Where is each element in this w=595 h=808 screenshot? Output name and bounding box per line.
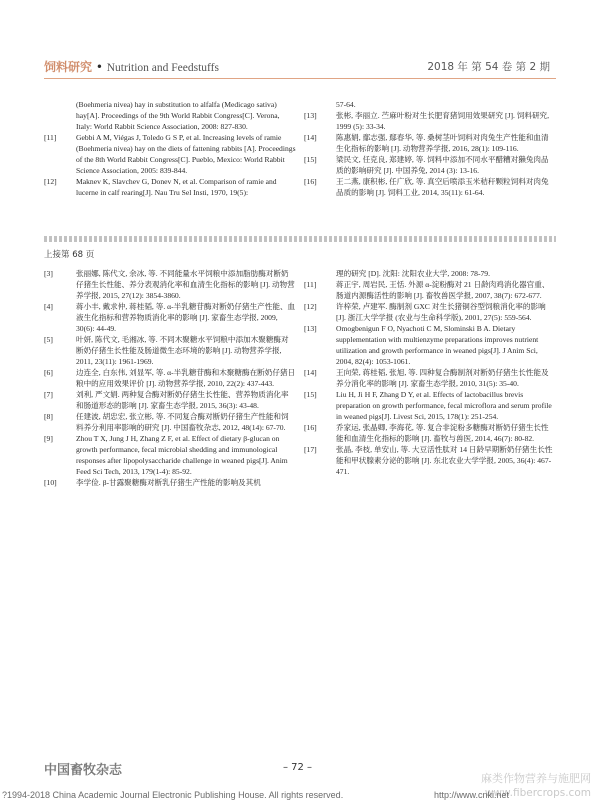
reference-item [44,367,296,389]
reference-item [304,301,556,323]
reference-number: [13] [304,111,317,120]
reference-number: [16] [304,423,317,432]
reference-text: 陈惠娟, 鄢志强, 鄢春华, 等. 桑树茎叶饲料对肉兔生产性能和血清生化指标的影响 [J]. 动物营养学报, 2016, 28(1): 109-116. [336,133,549,153]
journal-name-zh: 饲料研究 [44,60,93,74]
reference-text: 张丽娜, 陈代文, 余冰, 等. 不同能量水平饲粮中添加脂肪酶对断奶仔猪生长性能、养分表观消化率和血清生化指标的影响 [J]. 动物营养学报, 2015, 27(12): 3854-3860. [76,269,295,300]
header-rule [44,78,556,79]
reference-item [304,268,556,279]
continued-from-label: 上接第 68 页 [44,250,95,260]
reference-item [44,176,296,198]
reference-item [44,477,296,488]
reference-text: 理的研究 [D]. 沈阳: 沈阳农业大学, 2008: 78-79. [336,269,490,278]
reference-item [44,389,296,411]
top-right-references [304,99,556,198]
reference-text: 张彬, 李丽立. 苎麻叶粉对生长肥育猪饲用效果研究 [J]. 饲料研究, 1999 (5): 33-34. [336,111,550,131]
reference-text: 张晶, 李枝, 单安山, 等. 大豆活性肽对 14 日龄早期断奶仔猪生长性能和甲状腺素分泌的影响 [J]. 东北农业大学学报, 2005, 36(4): 467-471. [336,445,553,476]
page-number: – 72 – [282,762,313,773]
reference-text: Omogbenigun F O, Nyachoti C M, Slominski B A. Dietary supplementation with multienzyme preparations improves nutrient utilization and growth performance in weaned pigs[J]. J Anim Sci, 2004, 82(4): 1053-1061. [336,324,539,366]
reference-number: [16] [304,177,317,186]
reference-text: 蒋正宇, 周岩民, 王恬. 外源 α-淀粉酶对 21 日龄肉鸡消化器官重、肠道内源酶活性的影响 [J]. 畜牧兽医学报, 2007, 38(7): 672-677. [336,280,550,300]
reference-text: 梁民文, 任克良, 郑建婷, 等. 饲料中添加不同水平醋糟对獭兔肉品质的影响研究 [J]. 中国养兔, 2014 (3): 13-16. [336,155,549,175]
reference-number: [8] [44,412,53,421]
reference-number: [13] [304,324,317,333]
bottom-left-references [44,268,296,488]
reference-item [304,132,556,154]
footer-journal-name: 中国畜牧杂志 [44,763,123,778]
reference-number: [11] [304,280,317,289]
reference-text: (Boehmeria nivea) hay in substitution to alfalfa (Medicago sativa) hay[A]. Proceedings of the 9th World Rabbit Congress[C]. Verona, Italy: World Rabbit Science Association, 2008: 827-830. [76,100,280,131]
reference-text: 乔家运, 张晶卿, 李海花, 等. 复合非淀粉多糖酶对断奶仔猪生长性能和血清生化指标的影响 [J]. 畜牧与兽医, 2014, 46(7): 80-82. [336,423,549,443]
issue-info: 2018 年 第 54 卷 第 2 期 [427,61,550,73]
reference-item [304,422,556,444]
reference-number: [11] [44,133,57,142]
page-footer [0,745,595,808]
reference-text: Liu H, Ji H F, Zhang D Y, et al. Effects of lactobacillus brevis preparation on growth performance, fecal microflora and serum profile in weaned pigs[J]. Livest Sci, 2015, 178(1): 251-254. [336,390,552,421]
reference-text: Maknev K, Slavchev G, Donev N, et al. Comparison of ramie and lucerne in calf rearing[J]. Nau Tru Sel Insti, 1970, 19(5): [76,177,277,197]
cnki-link[interactable]: http://www.cnki.net [434,790,510,800]
reference-number: [15] [304,390,317,399]
reference-item [44,99,296,132]
reference-item [304,176,556,198]
reference-item [304,110,556,132]
reference-number: [12] [44,177,57,186]
reference-item [304,389,556,422]
journal-brand [44,58,219,75]
reference-item [304,279,556,301]
reference-item [304,99,556,110]
reference-item [304,154,556,176]
reference-text: 蒋小丰, 戴求仲, 蒋桂韬, 等. α-半乳糖苷酶对断奶仔猪生产性能、血液生化指标和营养物质消化率的影响 [J]. 家畜生态学报, 2009, 30(6): 44-49. [76,302,296,333]
reference-number: [14] [304,133,317,142]
copyright-notice: ?1994-2018 China Academic Journal Electronic Publishing House. All rights reserved. [2,790,344,800]
reference-text: 刘利, 严文娟. 两种复合酶对断奶仔猪生长性能、营养物质消化率和肠道形态的影响 [J]. 家畜生态学报, 2015, 36(3): 43-48. [76,390,289,410]
reference-number: [7] [44,390,53,399]
brand-separator: • [92,60,107,74]
reference-item [44,334,296,367]
watermark-url: www.fibercrops.com [484,787,591,799]
bottom-right-references [304,268,556,477]
reference-number: [6] [44,368,53,377]
reference-text: 王二燕, 康积彬, 任广欣, 等. 真空后喷添玉米秸秆颗粒饲料对肉兔品质的影响 [J]. 饲料工业, 2014, 35(11): 61-64. [336,177,549,197]
top-left-references [44,99,296,198]
reference-number: [12] [304,302,317,311]
reference-text: 57-64. [336,100,356,109]
section-divider [44,236,556,242]
reference-item [304,323,556,367]
reference-number: [9] [44,434,53,443]
reference-text: Zhou T X, Jung J H, Zhang Z F, et al. Effect of dietary β-glucan on growth performance, fecal microbial shedding and immunological responses after lipopolysaccharide challenge in weaned pigs[J]. Anim Feed Sci Tech, 2013, 179(1-4): 85-92. [76,434,288,476]
reference-item [44,411,296,433]
reference-text: 边连全, 白东伟, 刘显军, 等. α-半乳糖苷酶和木聚糖酶在断奶仔猪日粮中的应用效果评价 [J]. 动物营养学报, 2010, 22(2): 437-443. [76,368,296,388]
reference-text: 叶妍, 陈代文, 毛湘冰, 等. 不同木聚糖水平饲粮中添加木聚糖酶对断奶仔猪生长性能及肠道微生态环境的影响 [J]. 动物营养学报, 2011, 23(11): 1961-1969. [76,335,289,366]
reference-number: [10] [44,478,57,487]
reference-text: 任建波, 胡忠宏, 张立彬, 等. 不同复合酶对断奶仔猪生产性能和饲料养分利用率影响的研究 [J]. 中国畜牧杂志, 2012, 48(14): 67-70. [76,412,289,432]
reference-number: [4] [44,302,53,311]
reference-number: [14] [304,368,317,377]
reference-text: 李学俭. β-甘露聚糖酶对断乳仔猪生产性能的影响及其机 [76,478,261,487]
reference-item [304,367,556,389]
reference-item [304,444,556,477]
reference-item [44,132,296,176]
reference-text: Gebbi A M, Viégas J, Toledo G S P, et al. Increasing levels of ramie (Boehmeria nivea) hay on the diets of fattening rabbits [A]. Proceedings of the 8th World Rabbit Congress[C]. Pueblo, Mexico: World Rabbit Science Association, 2005: 839-844. [76,133,296,175]
reference-number: [3] [44,269,53,278]
reference-number: [15] [304,155,317,164]
page-header [0,0,595,78]
reference-text: 许梓荣, 卢建军. 酶制剂 GXC 对生长猪铜谷型饲粮消化率的影响 [J]. 浙江大学学报 (农业与生命科学版), 2001, 27(5): 559-564. [336,302,546,322]
watermark-text: 麻类作物营养与施肥网 [481,772,591,785]
reference-number: [5] [44,335,53,344]
reference-number: [17] [304,445,317,454]
reference-item [44,433,296,477]
reference-text: 王向荣, 蒋桂韬, 张旭, 等. 四种复合酶制剂对断奶仔猪生长性能及养分消化率的影响 [J]. 家畜生态学报, 2010, 31(5): 35-40. [336,368,549,388]
reference-item [44,268,296,301]
reference-item [44,301,296,334]
journal-name-en: Nutrition and Feedstuffs [106,62,219,74]
